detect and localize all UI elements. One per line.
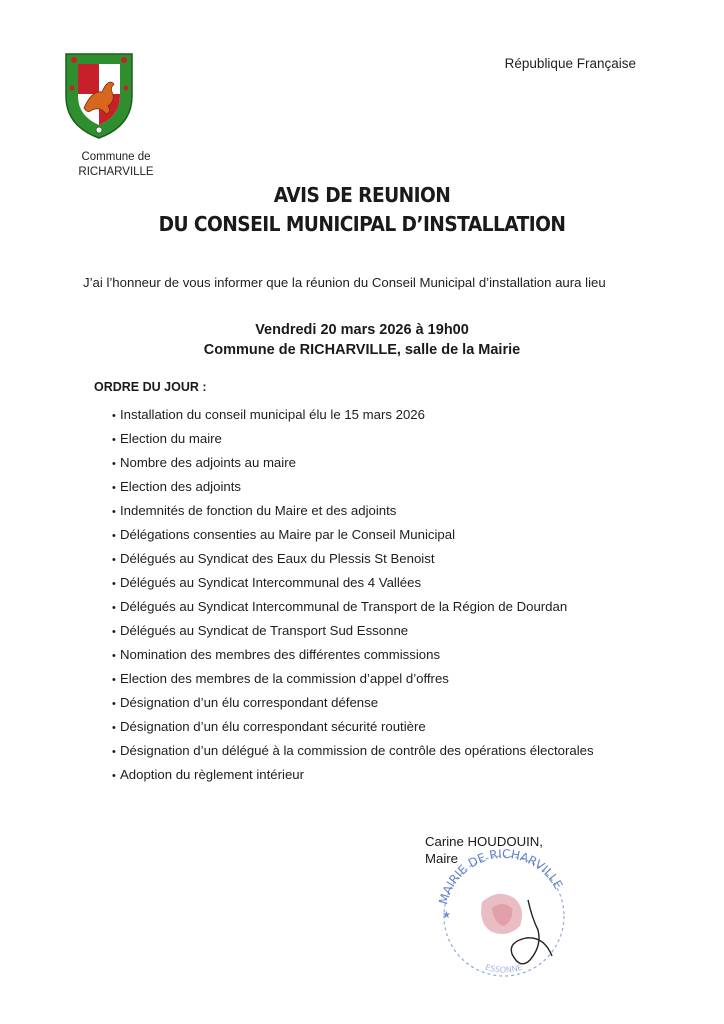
agenda-item-label: Désignation d’un élu correspondant défense — [120, 695, 379, 710]
signatory-name: Carine HOUDOUIN, — [425, 834, 543, 849]
agenda-item — [112, 643, 672, 667]
meeting-datetime: Vendredi 20 mars 2026 à 19h00 — [255, 322, 469, 338]
agenda-item-label: Election des membres de la commission d’appel d’offres — [120, 671, 449, 686]
bullet-icon: • — [112, 554, 116, 566]
bullet-icon: • — [112, 434, 116, 446]
agenda-item-label: Délégués au Syndicat Intercommunal des 4 Vallées — [120, 575, 422, 590]
agenda-item — [112, 523, 672, 547]
bullet-icon: • — [112, 722, 116, 734]
bullet-icon: • — [112, 698, 116, 710]
agenda-item — [112, 739, 672, 763]
bullet-icon: • — [112, 410, 116, 422]
intro-paragraph: J’ai l’honneur de vous informer que la réunion du Conseil Municipal d’installation aura lieu — [83, 275, 606, 290]
agenda-item-label: Indemnités de fonction du Maire et des adjoints — [120, 503, 397, 518]
agenda-item — [112, 403, 672, 427]
agenda-item-label: Délégués au Syndicat Intercommunal de Transport de la Région de Dourdan — [120, 599, 568, 614]
agenda-item — [112, 763, 672, 787]
agenda-item — [112, 571, 672, 595]
agenda-list — [112, 403, 672, 787]
bullet-icon: • — [112, 674, 116, 686]
bullet-icon: • — [112, 650, 116, 662]
agenda-item-label: Désignation d’un délégué à la commission de contrôle des opérations électorales — [120, 743, 594, 758]
republic-header: République Française — [504, 56, 636, 71]
bullet-icon: • — [112, 458, 116, 470]
agenda-item-label: Nombre des adjoints au maire — [120, 455, 296, 470]
agenda-item — [112, 691, 672, 715]
mairie-stamp — [428, 838, 578, 978]
svg-text:★: ★ — [442, 910, 451, 921]
agenda-item-label: Election du maire — [120, 431, 222, 446]
signatory-role: Maire — [425, 851, 458, 866]
agenda-item-label: Délégations consenties au Maire par le Conseil Municipal — [120, 527, 455, 542]
agenda-item-label: Désignation d’un élu correspondant sécurité routière — [120, 719, 426, 734]
agenda-item — [112, 715, 672, 739]
meeting-place: Commune de RICHARVILLE, salle de la Mairie — [203, 342, 521, 358]
agenda-item-label: Délégués au Syndicat de Transport Sud Essonne — [120, 623, 409, 638]
agenda-item — [112, 451, 672, 475]
meeting-details — [0, 320, 724, 360]
bullet-icon: • — [112, 626, 116, 638]
agenda-item-label: Nomination des membres des différentes commissions — [120, 647, 441, 662]
title-line-1: AVIS DE REUNION — [273, 183, 451, 207]
agenda-item-label: Adoption du règlement intérieur — [120, 767, 305, 782]
commune-line-1: Commune de — [81, 151, 151, 163]
agenda-item — [112, 499, 672, 523]
agenda-title: ORDRE DU JOUR : — [94, 380, 207, 394]
bullet-icon: • — [112, 602, 116, 614]
agenda-item — [112, 595, 672, 619]
agenda-item-label: Délégués au Syndicat des Eaux du Plessis St Benoist — [120, 551, 435, 566]
agenda-item-label: Installation du conseil municipal élu le 15 mars 2026 — [120, 407, 425, 422]
agenda-item — [112, 475, 672, 499]
commune-line-2: RICHARVILLE — [78, 166, 154, 178]
agenda-item-label: Election des adjoints — [120, 479, 241, 494]
bullet-icon: • — [112, 578, 116, 590]
svg-text:ESSONNE — [484, 963, 523, 975]
commune-label — [62, 150, 170, 180]
bullet-icon: • — [112, 482, 116, 494]
bullet-icon: • — [112, 746, 116, 758]
document-title — [0, 181, 724, 239]
bullet-icon: • — [112, 530, 116, 542]
agenda-item — [112, 427, 672, 451]
agenda-item — [112, 619, 672, 643]
title-line-2: DU CONSEIL MUNICIPAL D’INSTALLATION — [158, 212, 566, 236]
bullet-icon: • — [112, 506, 116, 518]
agenda-item — [112, 547, 672, 571]
agenda-item — [112, 667, 672, 691]
bullet-icon: • — [112, 770, 116, 782]
stamp-text-bottom: ESSONNE — [484, 962, 524, 975]
coat-of-arms-logo — [62, 48, 136, 140]
stamp-text-top: MAIRIE DE RICHARVILLE — [436, 846, 566, 906]
